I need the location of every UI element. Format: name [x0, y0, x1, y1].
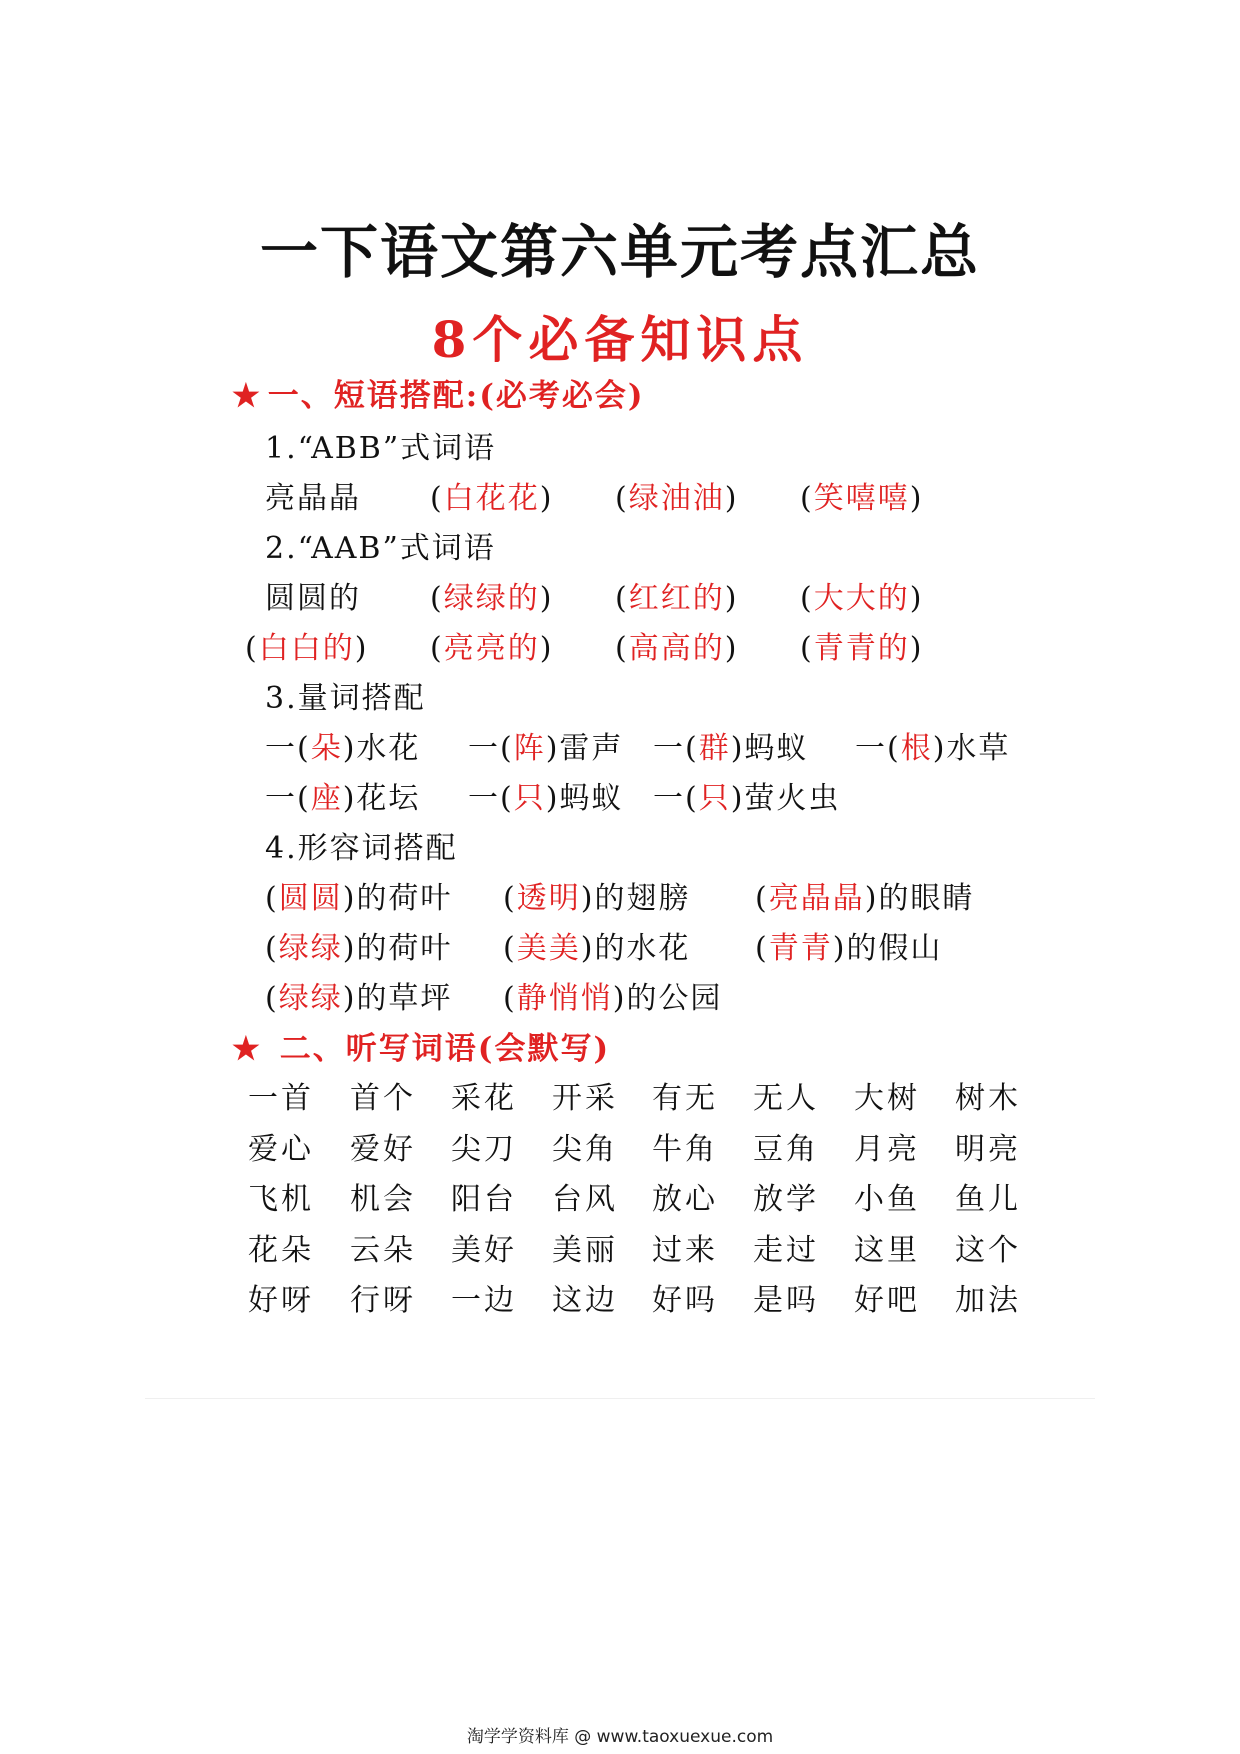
measure-row-1 [0, 723, 1240, 766]
abb-heading: 1.“ABB”式词语 [265, 431, 497, 466]
adjective-row-2 [0, 923, 1240, 966]
footer-watermark: 淘学学资料库 @ www.taoxuexue.com [466, 1727, 774, 1747]
aab-answer: (亮亮的) [430, 631, 554, 666]
section-1-heading [232, 370, 645, 415]
dictation-word: 是吗 [753, 1283, 819, 1318]
dictation-word: 好吗 [652, 1283, 718, 1318]
dictation-word: 这里 [854, 1232, 920, 1268]
adjective-item: (美美)的水花 [503, 931, 691, 966]
dictation-word: 月亮 [854, 1131, 920, 1167]
measure-heading: 3.量词搭配 [265, 681, 426, 716]
adjective-item: (透明)的翅膀 [503, 881, 691, 916]
dictation-word: 有无 [652, 1081, 718, 1116]
dictation-word: 树木 [955, 1081, 1021, 1116]
dictation-word: 牛角 [652, 1131, 718, 1167]
abb-example: 亮晶晶 [265, 481, 361, 516]
dictation-word: 走过 [753, 1232, 819, 1268]
dictation-word: 无人 [753, 1081, 819, 1116]
dictation-word: 尖角 [552, 1131, 618, 1167]
page-title: 一下语文第六单元考点汇总 [259, 218, 980, 286]
dictation-word: 小鱼 [854, 1182, 920, 1217]
measure-item: 一(根)水草 [855, 731, 1011, 766]
adjective-row-1 [0, 873, 1240, 916]
dictation-word: 阳台 [451, 1182, 517, 1217]
page-subtitle: 8个必备知识点 [431, 310, 809, 369]
adjective-heading: 4.形容词搭配 [265, 831, 458, 866]
dictation-word: 放学 [753, 1182, 819, 1217]
aab-example: 圆圆的 [265, 581, 361, 616]
dictation-word: 一边 [451, 1283, 517, 1318]
dictation-word: 这个 [955, 1232, 1021, 1268]
dictation-word: 美好 [451, 1232, 517, 1268]
adjective-item: (绿绿)的荷叶 [265, 931, 453, 966]
aab-row-1 [0, 573, 1240, 616]
abb-answer: (绿油油) [615, 481, 739, 516]
star-icon: ★ [232, 378, 262, 414]
dictation-word: 一首 [248, 1081, 314, 1116]
measure-item: 一(只)蚂蚁 [468, 781, 624, 816]
aab-answer: (青青的) [800, 631, 924, 666]
divider [145, 1398, 1095, 1399]
abb-row [0, 473, 1240, 516]
measure-item: 一(座)花坛 [265, 781, 421, 816]
aab-heading: 2.“AAB”式词语 [265, 531, 496, 566]
aab-answer: (白白的) [245, 631, 369, 666]
measure-row-2 [0, 773, 1240, 816]
dictation-word: 好呀 [248, 1283, 314, 1318]
measure-item: 一(群)蚂蚁 [653, 731, 809, 766]
dictation-word: 这边 [552, 1283, 618, 1318]
aab-answer: (红红的) [615, 581, 739, 616]
adjective-item: (青青)的假山 [755, 931, 943, 966]
aab-answer: (大大的) [800, 581, 924, 616]
measure-item: 一(朵)水花 [265, 731, 421, 766]
aab-answer: (高高的) [615, 631, 739, 666]
dictation-word: 开采 [552, 1081, 618, 1116]
dictation-word: 台风 [552, 1182, 618, 1217]
dictation-word: 采花 [451, 1081, 517, 1116]
aab-answer: (绿绿的) [430, 581, 554, 616]
star-icon: ★ [232, 1031, 262, 1067]
dictation-word: 云朵 [350, 1232, 416, 1268]
dictation-word: 大树 [854, 1081, 920, 1116]
adjective-item: (圆圆)的荷叶 [265, 881, 453, 916]
dictation-word: 飞机 [248, 1182, 314, 1217]
section-2-heading [232, 1023, 610, 1068]
dictation-word: 首个 [350, 1081, 416, 1116]
section-1-title: 一、短语搭配:(必考必会) [267, 378, 645, 414]
dictation-word: 美丽 [552, 1232, 618, 1268]
dictation-word: 加法 [955, 1283, 1021, 1318]
dictation-word: 尖刀 [451, 1131, 517, 1167]
dictation-word: 明亮 [955, 1131, 1021, 1167]
dictation-word: 爱好 [350, 1131, 416, 1167]
dictation-word: 花朵 [248, 1232, 314, 1268]
adjective-item: (亮晶晶)的眼睛 [755, 881, 975, 916]
adjective-row-3 [0, 973, 1240, 1016]
dictation-word: 行呀 [350, 1283, 416, 1318]
aab-row-2 [0, 623, 1240, 666]
dictation-word: 过来 [652, 1232, 718, 1268]
section-2-title: 二、听写词语(会默写) [279, 1031, 611, 1067]
dictation-word: 好吧 [854, 1283, 920, 1318]
dictation-word: 鱼儿 [955, 1182, 1021, 1217]
adjective-item: (绿绿)的草坪 [265, 981, 453, 1016]
measure-item: 一(只)萤火虫 [653, 781, 841, 816]
dictation-word: 豆角 [753, 1131, 819, 1167]
dictation-word: 放心 [652, 1182, 718, 1217]
abb-answer: (白花花) [430, 481, 554, 516]
dictation-word: 爱心 [248, 1131, 314, 1167]
measure-item: 一(阵)雷声 [468, 731, 624, 766]
abb-answer: (笑嘻嘻) [800, 481, 924, 516]
dictation-word: 机会 [350, 1182, 416, 1217]
adjective-item: (静悄悄)的公园 [503, 981, 723, 1016]
